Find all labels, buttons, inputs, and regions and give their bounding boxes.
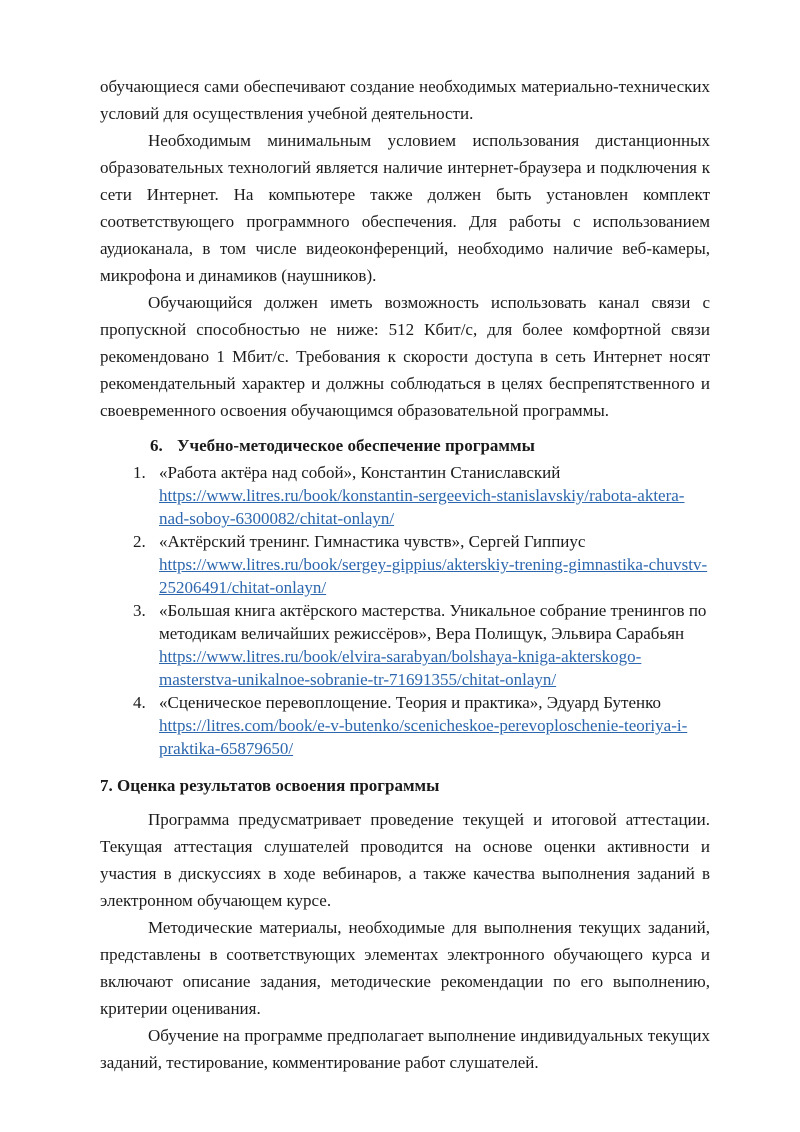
list-item	[100, 691, 710, 760]
section-6-heading	[150, 432, 710, 459]
paragraph-continuation: обучающиеся сами обеспечивают создание необходимых материально-технических условий для осуществления учебной деятельности.	[100, 77, 710, 123]
paragraph-bandwidth: Обучающийся должен иметь возможность использовать канал связи с пропускной способностью не ниже: 512 Кбит/с, для более комфортной связи рекомендовано 1 Мбит/с. Требования к скорости доступа в сеть Интернет носят рекомендательный характер и должны соблюдаться в целях беспрепятственного и своевременного освоения обучающимся образовательной программы.	[100, 293, 710, 420]
paragraph-training: Обучение на программе предполагает выполнение индивидуальных текущих заданий, тестирование, комментирование работ слушателей.	[100, 1026, 710, 1072]
section-7-heading: 7. Оценка результатов освоения программы	[100, 776, 440, 795]
list-item-body	[159, 461, 710, 530]
list-item	[100, 599, 710, 691]
list-item	[100, 530, 710, 599]
book-title: «Большая книга актёрского мастерства. Уникальное собрание тренингов по методикам величайших режиссёров», Вера Полищук, Эльвира Сарабьян	[159, 601, 707, 643]
list-item-body	[159, 691, 710, 760]
book-link[interactable]: https://litres.com/book/e-v-butenko/scenicheskoe-perevoploschenie-teoriya-i-praktika-65879650/	[159, 716, 688, 758]
section-6-title: Учебно-методическое обеспечение программы	[177, 436, 535, 455]
list-item-number: 2.	[133, 532, 146, 551]
book-link[interactable]: https://www.litres.ru/book/elvira-sarabyan/bolshaya-kniga-akterskogo-masterstva-unikalnoe-sobranie-tr-71691355/chitat-onlayn/	[159, 647, 642, 689]
book-link[interactable]: https://www.litres.ru/book/konstantin-sergeevich-stanislavskiy/rabota-aktera-nad-soboy-6300082/chitat-onlayn/	[159, 486, 685, 528]
book-title: «Сценическое перевоплощение. Теория и практика», Эдуард Бутенко	[159, 693, 661, 712]
paragraph-materials: Методические материалы, необходимые для выполнения текущих заданий, представлены в соответствующих элементах электронного обучающего курса и включают описание задания, методические рекомендации по его выполнению, критерии оценивания.	[100, 918, 710, 1018]
paragraph-min-requirements: Необходимым минимальным условием использования дистанционных образовательных технологий является наличие интернет-браузера и подключения к сети Интернет. На компьютере также должен быть установлен комплект соответствующего программного обеспечения. Для работы с использованием аудиоканала, в том числе видеоконференций, необходимо наличие веб-камеры, микрофона и динамиков (наушников).	[100, 131, 710, 285]
paragraph-assessment: Программа предусматривает проведение текущей и итоговой аттестации. Текущая аттестация слушателей проводится на основе оценки активности и участия в дискуссиях в ходе вебинаров, а также качества выполнения заданий в электронном обучающем курсе.	[100, 810, 710, 910]
book-link[interactable]: https://www.litres.ru/book/sergey-gippius/akterskiy-trening-gimnastika-chuvstv-25206491/chitat-onlayn/	[159, 555, 708, 597]
list-item-body	[159, 599, 710, 691]
book-title: «Работа актёра над собой», Константин Станиславский	[159, 463, 561, 482]
list-item-body	[159, 530, 710, 599]
list-item-number: 3.	[133, 601, 146, 620]
list-item-number: 4.	[133, 693, 146, 712]
list-item-number: 1.	[133, 463, 146, 482]
list-item	[100, 461, 710, 530]
section-6-number: 6.	[150, 436, 163, 455]
reading-list	[100, 461, 710, 760]
book-title: «Актёрский тренинг. Гимнастика чувств», Сергей Гиппиус	[159, 532, 586, 551]
